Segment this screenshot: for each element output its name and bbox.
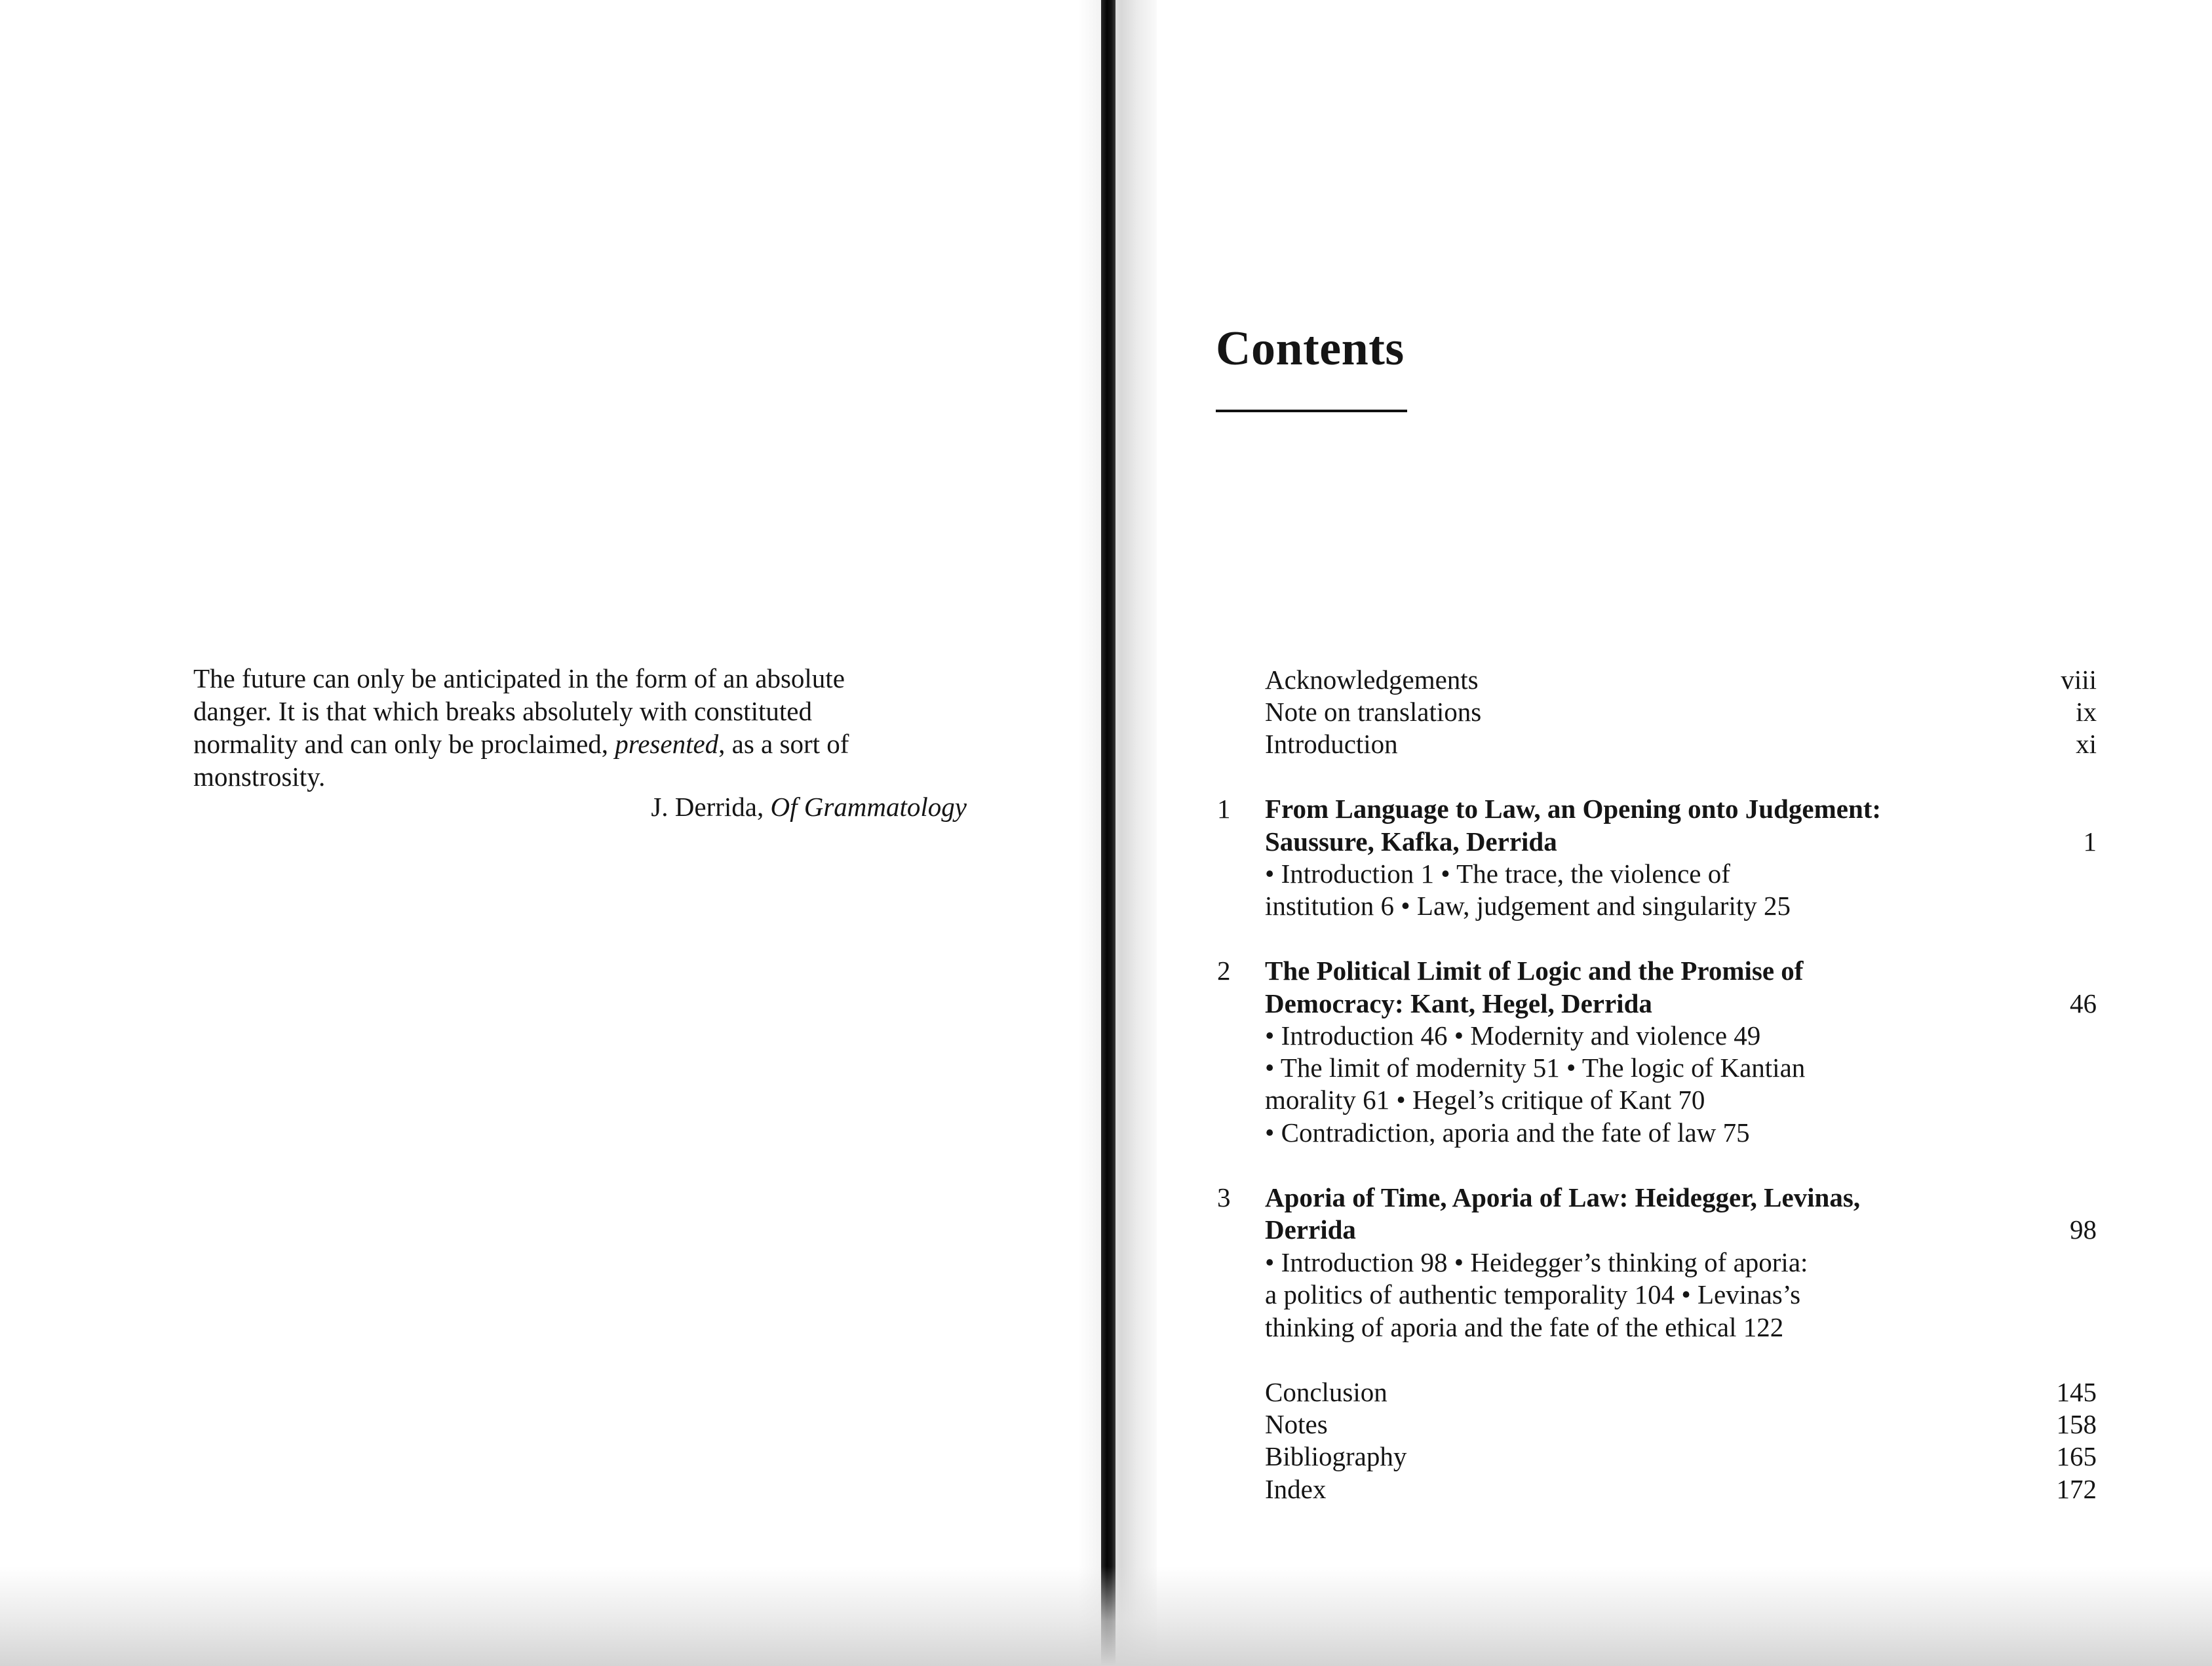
toc-page-number: 145 xyxy=(2056,1377,2097,1407)
toc-page-number: 158 xyxy=(2056,1409,2097,1439)
toc-page-number: xi xyxy=(2076,729,2097,759)
toc-label: Introduction xyxy=(1265,729,1398,759)
toc-page-number: 165 xyxy=(2056,1441,2097,1471)
toc-page-number: ix xyxy=(2076,697,2097,727)
chapter-number: 1 xyxy=(1217,794,1231,824)
toc-page-number: viii xyxy=(2061,665,2097,695)
toc-page-number: 172 xyxy=(2056,1474,2097,1504)
chapter-sections: • Introduction 46 • Modernity and violence 49 xyxy=(1265,1020,1761,1051)
chapter-sections: • Introduction 1 • The trace, the violence of xyxy=(1265,859,1730,889)
toc-page-number: 98 xyxy=(2070,1214,2097,1245)
chapter-sections: • The limit of modernity 51 • The logic of Kantian xyxy=(1265,1053,1806,1083)
chapter-title: Saussure, Kafka, Derrida xyxy=(1265,826,1557,857)
toc-entry[interactable] xyxy=(0,1473,2212,1506)
toc-label: Conclusion xyxy=(1265,1377,1387,1407)
toc-entry[interactable] xyxy=(0,696,2212,729)
toc-label: Note on translations xyxy=(1265,697,1482,727)
toc-label: Index xyxy=(1265,1474,1327,1504)
chapter-title: Aporia of Time, Aporia of Law: Heidegger, Levinas, xyxy=(1265,1182,1861,1212)
toc-label: Acknowledgements xyxy=(1265,665,1479,695)
chapter-title: From Language to Law, an Opening onto Judgement: xyxy=(1265,794,1882,824)
chapter-sections: • Introduction 98 • Heidegger’s thinking of aporia: xyxy=(1265,1247,1808,1277)
chapter-title: The Political Limit of Logic and the Promise of xyxy=(1265,956,1804,986)
epigraph-work: Of Grammatology xyxy=(770,792,967,822)
chapter-number: 2 xyxy=(1217,956,1231,986)
toc-page-number: 1 xyxy=(2083,826,2097,857)
epigraph-line: monstrosity. xyxy=(193,762,326,792)
epigraph-line: The future can only be anticipated in the form of an absolute xyxy=(193,663,845,693)
chapter-sections: morality 61 • Hegel’s critique of Kant 70 xyxy=(1265,1085,1705,1115)
epigraph-line: danger. It is that which breaks absolutely with constituted xyxy=(193,696,812,726)
chapter-number: 3 xyxy=(1217,1182,1231,1212)
toc-label: Bibliography xyxy=(1265,1441,1407,1471)
title-rule xyxy=(1216,410,1407,412)
page-title: Contents xyxy=(1216,322,1405,376)
chapter-title: Derrida xyxy=(1265,1214,1356,1245)
chapter-sections: a politics of authentic temporality 104 • Levinas’s xyxy=(1265,1279,1801,1309)
toc-entry[interactable] xyxy=(0,728,2212,761)
toc-entry[interactable] xyxy=(0,664,2212,697)
epigraph-line: normality and can only be proclaimed, xyxy=(193,729,615,759)
toc-label: Notes xyxy=(1265,1409,1328,1439)
toc-entry[interactable] xyxy=(0,1408,2212,1441)
toc-page-number: 46 xyxy=(2070,988,2097,1018)
epigraph-emphasis: presented xyxy=(615,729,719,759)
chapter-sections: thinking of aporia and the fate of the ethical 122 xyxy=(1265,1312,1784,1342)
page-bottom-shadow xyxy=(0,1566,2212,1666)
chapter-sections: institution 6 • Law, judgement and singularity 25 xyxy=(1265,891,1791,921)
epigraph-line: , as a sort of xyxy=(718,729,849,759)
chapter-title: Democracy: Kant, Hegel, Derrida xyxy=(1265,988,1652,1018)
chapter-sections: • Contradiction, aporia and the fate of law 75 xyxy=(1265,1117,1750,1148)
toc-entry[interactable] xyxy=(0,1441,2212,1473)
toc-entry[interactable] xyxy=(0,1376,2212,1409)
epigraph-author: J. Derrida, xyxy=(651,792,771,822)
